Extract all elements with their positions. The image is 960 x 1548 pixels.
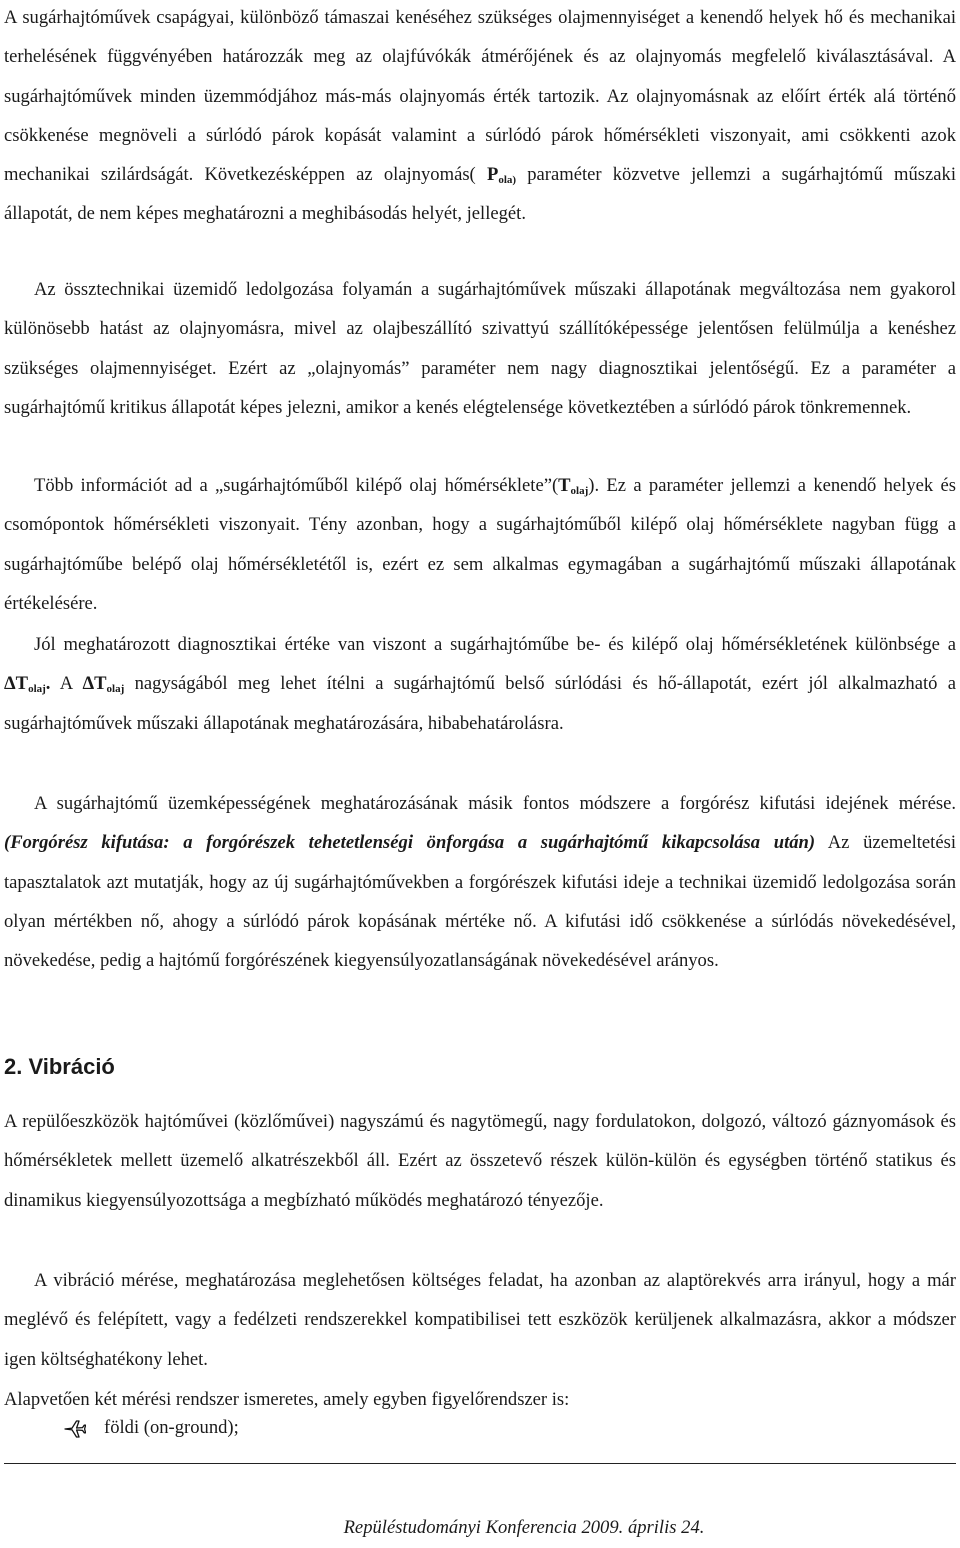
paragraph-total-runtime: Az össztechnikai üzemidő ledolgozása folyamán a sugárhajtóművek műszaki állapotának megváltozása nem gyakorol különösebb hatást az olajnyomásra, mivel az olajbeszállító szivattyú szállítóképessége jelentősen felülmúlja a kenéshez szükséges olajmennyiséget. Ezért az „olajnyomás” paraméter nem nagy diagnosztikai jelentőségű. Ez a paraméter a sugárhajtómű kritikus állapotát képes jelezni, amikor a kenés elégtelensége következtében a súrlódó párok tönkremennek. bbox=[4, 279, 956, 418]
footer-divider bbox=[4, 1463, 956, 1464]
paragraph-text: Az üzemeltetési tapasztalatok azt mutatják, hogy az új sugárhajtóművekben a forgórészek kifutási ideje a technikai üzemidő ledolgozása során olyan mértékben nő, ahogy a súrlódó párok kopásának mértéke nő. A kifutási idő csökkenése a súrlódás növekedésével, növekedése, pedig a hajtómű forgórészének kiegyensúlyozatlanságának növekedésével arányos. bbox=[4, 832, 956, 972]
paragraph-text: Jól meghatározott diagnosztikai értéke van viszont a sugárhajtóműbe be- és kilépő olaj hőmérsékletének különbsége a bbox=[34, 634, 956, 655]
paragraph-text: Több információt ad a „sugárhajtóműből kilépő olaj hőmérséklete”( bbox=[34, 475, 559, 496]
page-footer: Repüléstudományi Konferencia 2009. április 24. bbox=[343, 1517, 705, 1538]
paragraph-text: paraméter közvetve jellemzi a sugárhajtómű műszaki állapotát, de nem képes meghatározni a meghibásodás helyét, jellegét. bbox=[4, 164, 956, 225]
paragraph-text: ). Ez a paraméter jellemzi a kenendő helyek és csomópontok hőmérsékleti viszonyait. Tény azonban, hogy a sugárhajtóműből kilépő olaj hőmérséklete nagyban függ a sugárhajtóműbe belépő olaj hőmérsékletétől is, ezért ez sem alkalmas egymagában a sugárhajtómű műszaki állapotának értékelésére. bbox=[4, 475, 956, 614]
symbol-p-oil: $P_{ola)}$ bbox=[486, 164, 517, 187]
paragraph-vibration-measurement: A vibráció mérése, meghatározása meglehetősen költséges feladat, ha azonban az alaptörekvés arra irányul, hogy a már meglévő és felépített, vagy a fedélzeti rendszerekkel kompatibilisei tett eszközök kerüljenek alkalmazásra, akkor a módszer igen költséghatékony lehet. bbox=[4, 1270, 956, 1370]
section-heading: 2. Vibráció bbox=[4, 1054, 115, 1079]
paragraph-rundown-time bbox=[4, 784, 956, 980]
list-item bbox=[64, 1414, 239, 1442]
paragraph-measuring-systems: Alapvetően két mérési rendszer ismeretes, amely egyben figyelőrendszer is: bbox=[4, 1389, 570, 1410]
paragraph-text: A sugárhajtóművek csapágyai, különböző támaszai kenéséhez szükséges olajmennyiséget a kenendő helyek hő és mechanikai terhelésének függvényében határozzák meg az olajfúvókák átmérőjének és az olajnyomás megfelelő kiválasztásával. A sugárhajtóművek minden üzemmódjához más-más olajnyomás érték tartozik. Az olajnyomásnak az előírt érték alá történő csökkenése megnöveli a súrlódó párok kopását valamint a súrlódó párok hőmérsékleti viszonyait, ami csökkenti azok mechanikai szilárdságát. Következésképpen az olajnyomás( bbox=[4, 7, 956, 186]
paragraph-text: A sugárhajtómű üzemképességének meghatározásának másik fontos módszere a forgórész kifutási idejének mérése. bbox=[34, 793, 956, 814]
symbol-delta-t-oil: $\Delta T_{olaj}$ bbox=[82, 673, 125, 696]
airplane-icon bbox=[64, 1419, 86, 1437]
paragraph-engines: A repülőeszközök hajtóművei (közlőművei) nagyszámú és nagytömegű, nagy fordulatokon, dolgozó, változó gáznyomások és hőmérsékletek mellett üzemelő alkatrészekből áll. Ezért az összetevő részek külön-külön és egységben történő statikus és dinamikus kiegyensúlyozottsága a megbízható működés meghatározó tényezője. bbox=[4, 1111, 956, 1211]
symbol-t-oil: $T_{olaj}$ bbox=[558, 475, 589, 497]
paragraph-delta-t bbox=[4, 625, 956, 743]
definition-text: (Forgórész kifutása: a forgórészek tehetetlenségi önforgása a sugárhajtómű kikapcsolása után) bbox=[4, 832, 816, 854]
paragraph-oil-temperature bbox=[4, 466, 956, 623]
paragraph-text: nagyságából meg lehet ítélni a sugárhajtómű belső súrlódási és hő-állapotát, ezért jól alkalmazható a sugárhajtóművek műszaki állapotának meghatározására, hibabehatárolásra. bbox=[4, 673, 956, 734]
list-item-text: földi (on-ground); bbox=[104, 1417, 239, 1438]
paragraph-oil-pressure bbox=[4, 0, 956, 234]
symbol-delta-t-oil: $\Delta T_{olaj}$. bbox=[4, 673, 51, 696]
paragraph-text: A bbox=[50, 673, 83, 695]
